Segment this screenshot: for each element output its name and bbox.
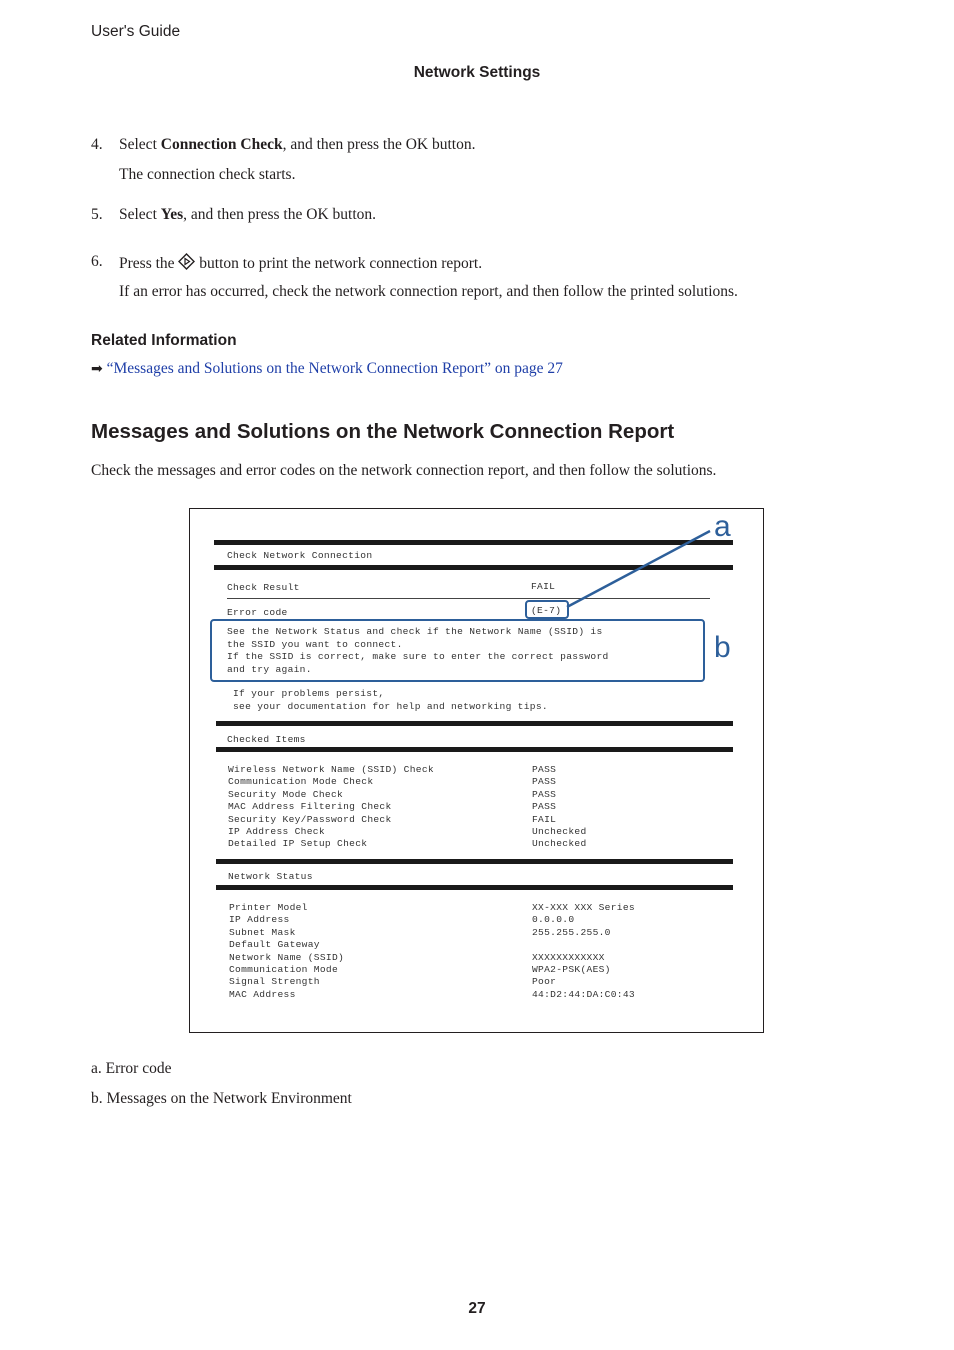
report-message-line: See the Network Status and check if the Network Name (SSID) is (227, 626, 603, 637)
report-row-label: Signal Strength (229, 976, 320, 988)
report-message-line: If the SSID is correct, make sure to enter the correct password (227, 651, 609, 662)
step-text-prefix: Select (119, 136, 161, 153)
callout-leader-line (190, 509, 764, 1033)
step-number: 6. (91, 253, 103, 270)
report-row-label: Security Key/Password Check (228, 813, 392, 825)
callout-b-label: b (714, 631, 731, 664)
step-number: 4. (91, 136, 103, 153)
report-row-label: Default Gateway (229, 939, 320, 951)
diamond-start-icon (178, 253, 195, 275)
related-link-row (91, 360, 563, 378)
callout-a-label: a (714, 510, 731, 543)
report-row-label: Security Mode Check (228, 788, 344, 800)
check-result-value: FAIL (531, 581, 556, 592)
report-row-value: PASS (532, 764, 557, 775)
report-row-value: PASS (532, 801, 557, 813)
network-report-figure (189, 508, 764, 1033)
report-persist-line: If your problems persist, (233, 688, 385, 699)
step-text-suffix: , and then press the OK button. (282, 136, 476, 153)
report-row-label: Subnet Mask (229, 926, 296, 938)
report-row-label: Wireless Network Name (SSID) Check (228, 764, 434, 775)
step-note: The connection check starts. (119, 166, 296, 183)
report-row-label: Detailed IP Setup Check (228, 838, 368, 850)
report-row-value: Unchecked (532, 826, 587, 837)
report-row-value: Unchecked (532, 838, 587, 850)
report-row-value: PASS (532, 788, 557, 800)
report-row-label: Communication Mode Check (228, 776, 374, 788)
report-title: Check Network Connection (227, 550, 373, 561)
network-status-title: Network Status (228, 871, 313, 882)
report-persist-line: see your documentation for help and networking tips. (233, 701, 548, 712)
report-row-label: Communication Mode (229, 964, 339, 975)
report-row-label: MAC Address Filtering Check (228, 801, 392, 813)
report-row-label: Printer Model (229, 902, 308, 913)
legend-b: b. Messages on the Network Environment (91, 1090, 352, 1107)
section-intro: Check the messages and error codes on the network connection report, and then follow the solutions. (91, 462, 717, 479)
step-number: 5. (91, 206, 103, 223)
guide-title: User's Guide (91, 23, 181, 40)
step-note: If an error has occurred, check the network connection report, and then follow the printed solutions. (119, 283, 738, 300)
report-row-value: XXXXXXXXXXXX (532, 951, 605, 963)
step-text-suffix: , and then press the OK button. (183, 206, 376, 223)
report-row-label: IP Address Check (228, 826, 325, 837)
step-text (119, 206, 376, 224)
report-row-value: PASS (532, 776, 557, 788)
report-row-value: 0.0.0.0 (532, 914, 575, 926)
report-row-value: FAIL (532, 813, 557, 825)
report-row-label: IP Address (229, 914, 290, 926)
report-row-value: XX-XXX XXX Series (532, 902, 635, 913)
report-row-value: Poor (532, 976, 557, 988)
error-code-value: (E-7) (531, 605, 562, 616)
menu-item-connection-check: Connection Check (160, 136, 283, 153)
report-row-label: Network Name (SSID) (229, 951, 345, 963)
section-header: Network Settings (413, 64, 541, 81)
step-text-prefix: Select (119, 206, 161, 223)
step-text-prefix: Press the (119, 255, 179, 272)
page-number: 27 (468, 1300, 486, 1317)
check-result-label: Check Result (227, 582, 300, 593)
report-row-label: MAC Address (229, 988, 296, 1000)
related-link[interactable]: “Messages and Solutions on the Network Connection Report” on page 27 (106, 360, 563, 377)
related-heading: Related Information (91, 332, 237, 349)
section-title: Messages and Solutions on the Network Connection Report (91, 420, 675, 443)
report-row-value: 44:D2:44:DA:C0:43 (532, 988, 635, 1000)
checked-items-title: Checked Items (227, 734, 306, 745)
report-message-line: the SSID you want to connect. (227, 639, 403, 650)
report-row-value: WPA2-PSK(AES) (532, 964, 611, 975)
menu-item-yes: Yes (160, 206, 184, 223)
arrow-right-icon: ➡ (91, 361, 103, 377)
error-code-label: Error code (227, 607, 288, 618)
step-text (119, 136, 475, 154)
report-message-line: and try again. (227, 664, 312, 675)
report-row-value: 255.255.255.0 (532, 926, 611, 938)
step-text (119, 253, 482, 275)
legend-a: a. Error code (91, 1060, 172, 1077)
step-text-suffix: button to print the network connection report. (195, 255, 483, 272)
